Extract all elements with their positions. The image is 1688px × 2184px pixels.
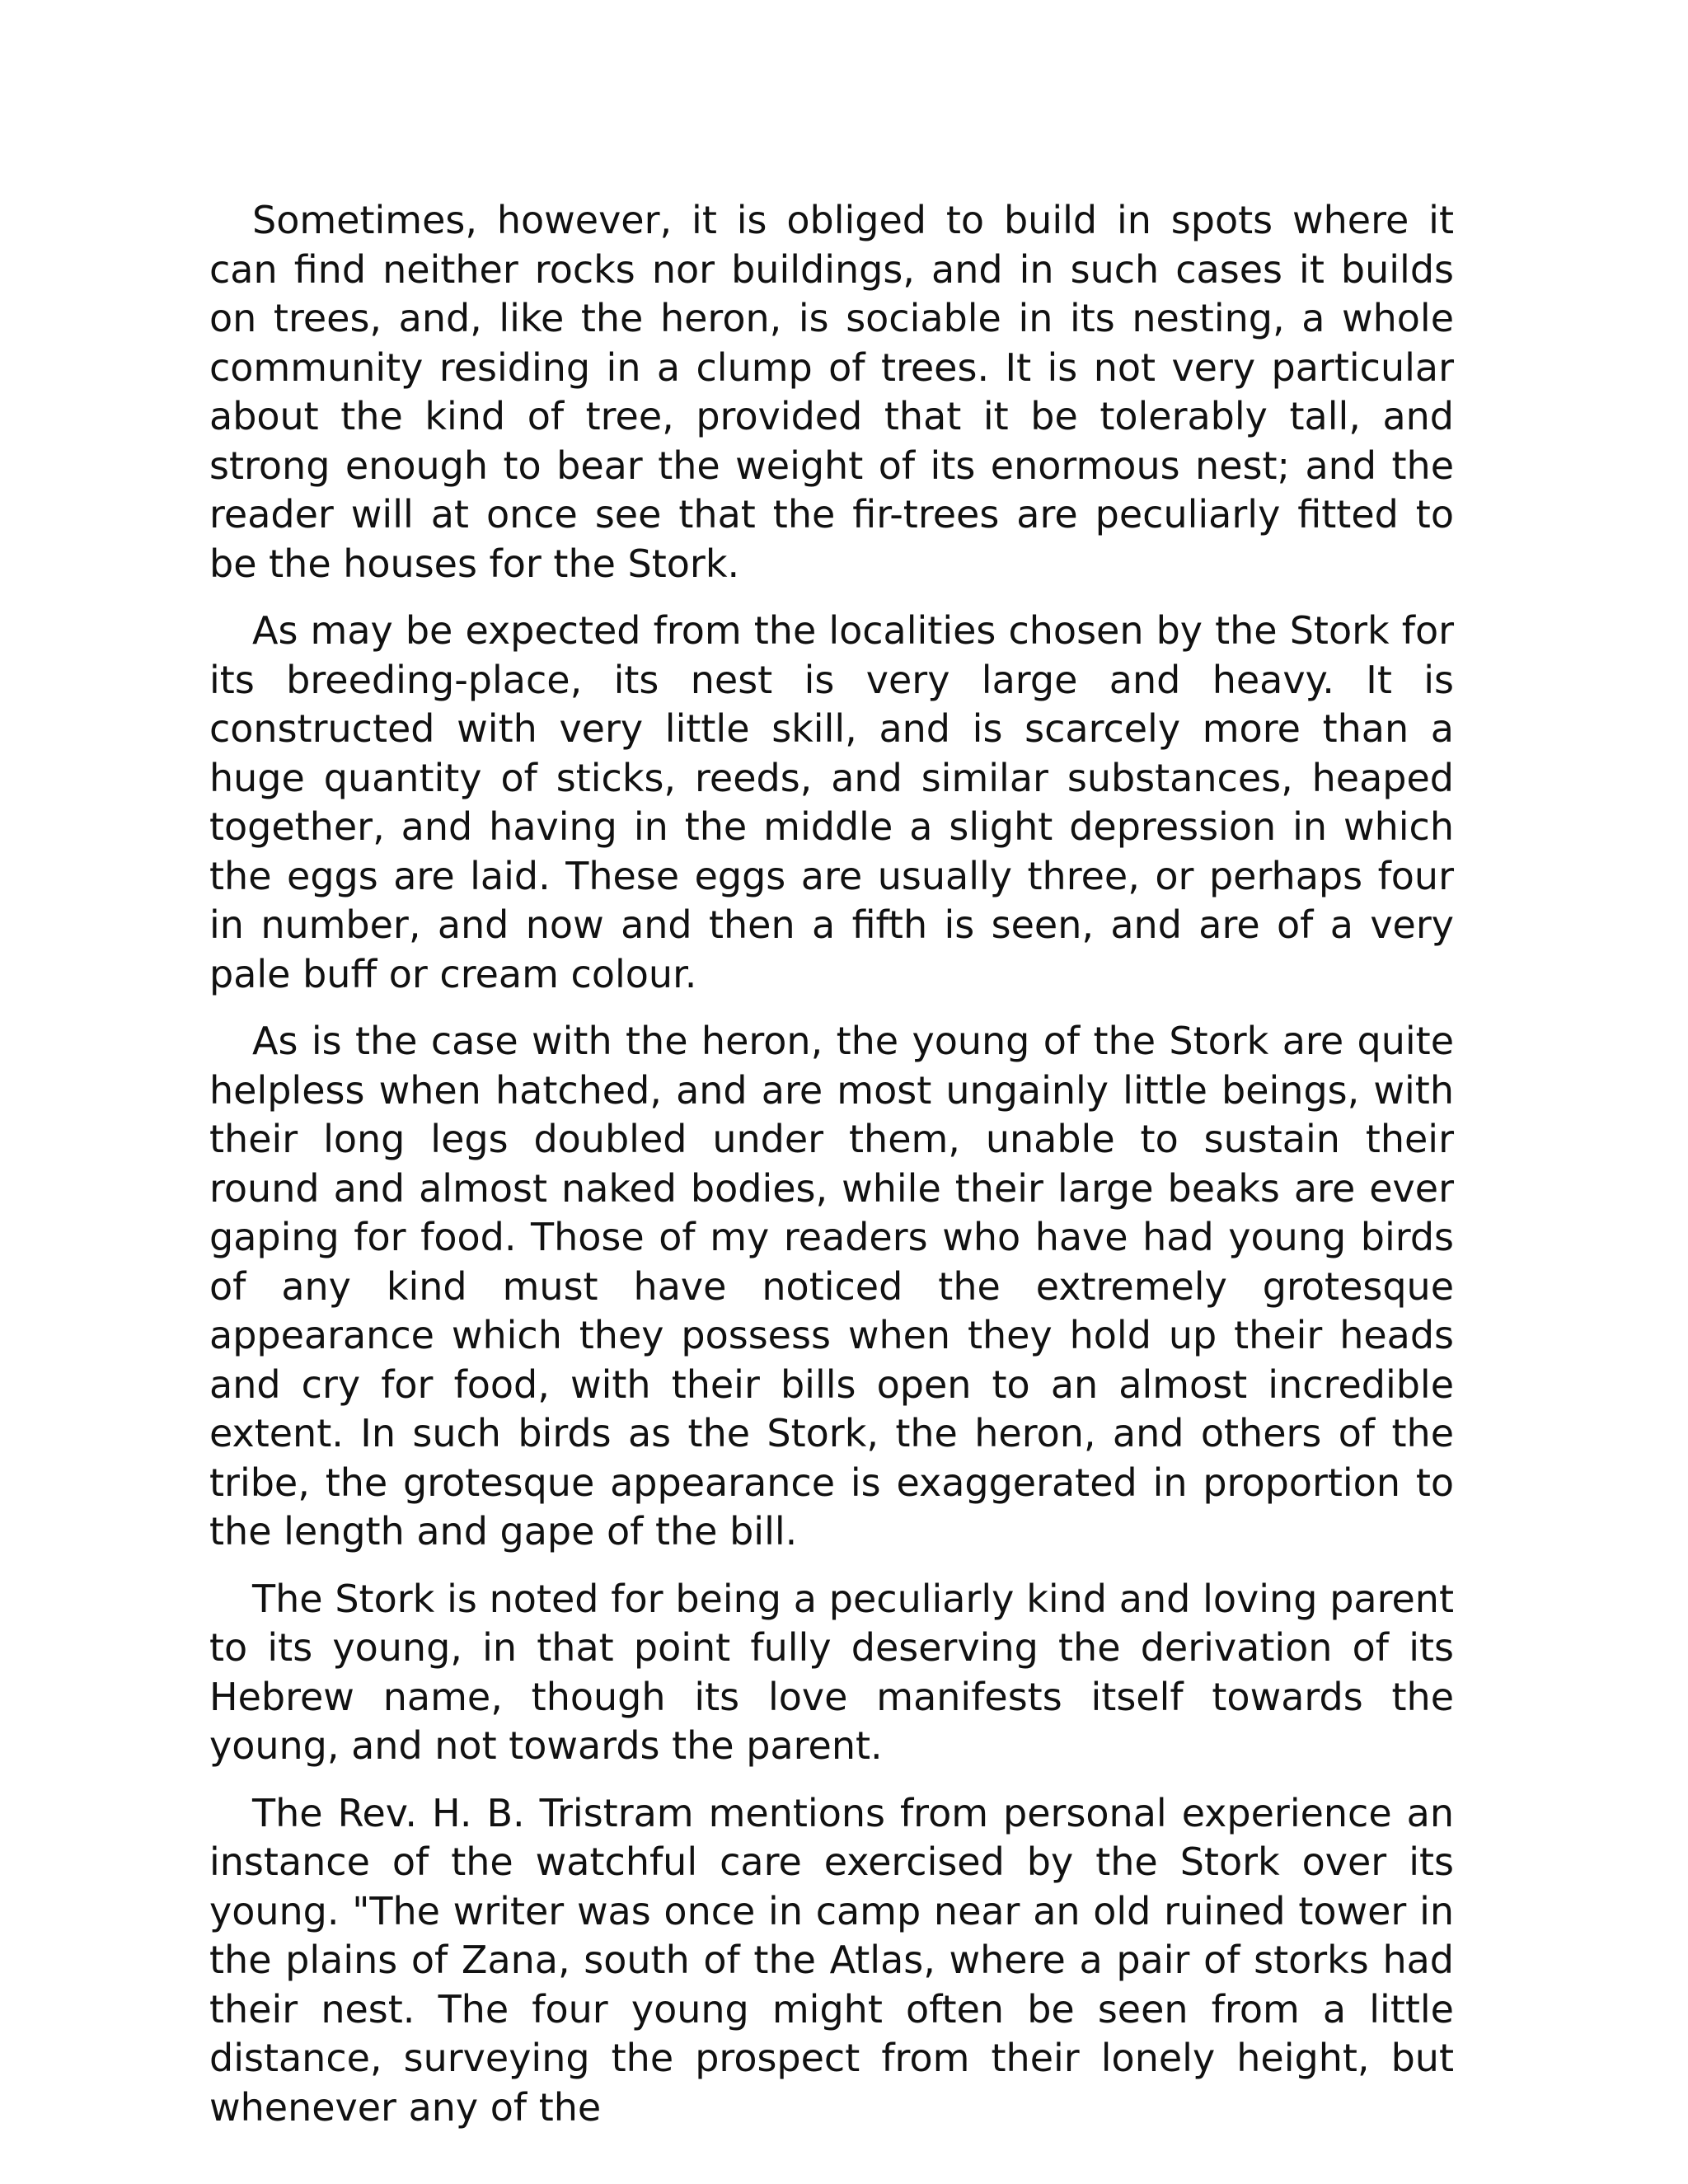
paragraph: The Rev. H. B. Tristram mentions from personal experience an instance of the watchful care exercised by the Stork over its young. "The writer was once in camp near an old ruined tower in the plains of Zana, south of the Atlas, where a pair of storks had their nest. The four young might often be seen from a little distance, surveying the prospect from their lonely height, but whenever any of the [209,1790,1454,2130]
paragraph: As may be expected from the localities chosen by the Stork for its breeding-place, its nest is very large and heavy. It is constructed with very little skill, and is scarcely more than a huge quantity of sticks, reeds, and similar substances, heaped together, and having in the middle a slight depression in which the eggs are laid. These eggs are usually three, or perhaps four in number, and now and then a fifth is seen, and are of a very pale buff or cream colour. [209,608,1454,996]
paragraph: Sometimes, however, it is obliged to build in spots where it can find neither rocks nor buildings, and in such cases it builds on trees, and, like the heron, is sociable in its nesting, a whole community residing in a clump of trees. It is not very particular about the kind of tree, provided that it be tolerably tall, and strong enough to bear the weight of its enormous nest; and the reader will at once see that the fir-trees are peculiarly fitted to be the houses for the Stork. [209,198,1454,586]
document-page [209,196,1454,2150]
paragraph: As is the case with the heron, the young of the Stork are quite helpless when hatched, and are most ungainly little beings, with their long legs doubled under them, unable to sustain their round and almost naked bodies, while their large beaks are ever gaping for food. Those of my readers who have had young birds of any kind must have noticed the extremely grotesque appearance which they possess when they hold up their heads and cry for food, with their bills open to an almost incredible extent. In such birds as the Stork, the heron, and others of the tribe, the grotesque appearance is exaggerated in proportion to the length and gape of the bill. [209,1019,1454,1554]
paragraph: The Stork is noted for being a peculiarly kind and loving parent to its young, in that point fully deserving the derivation of its Hebrew name, though its love manifests itself towards the young, and not towards the parent. [209,1576,1454,1768]
